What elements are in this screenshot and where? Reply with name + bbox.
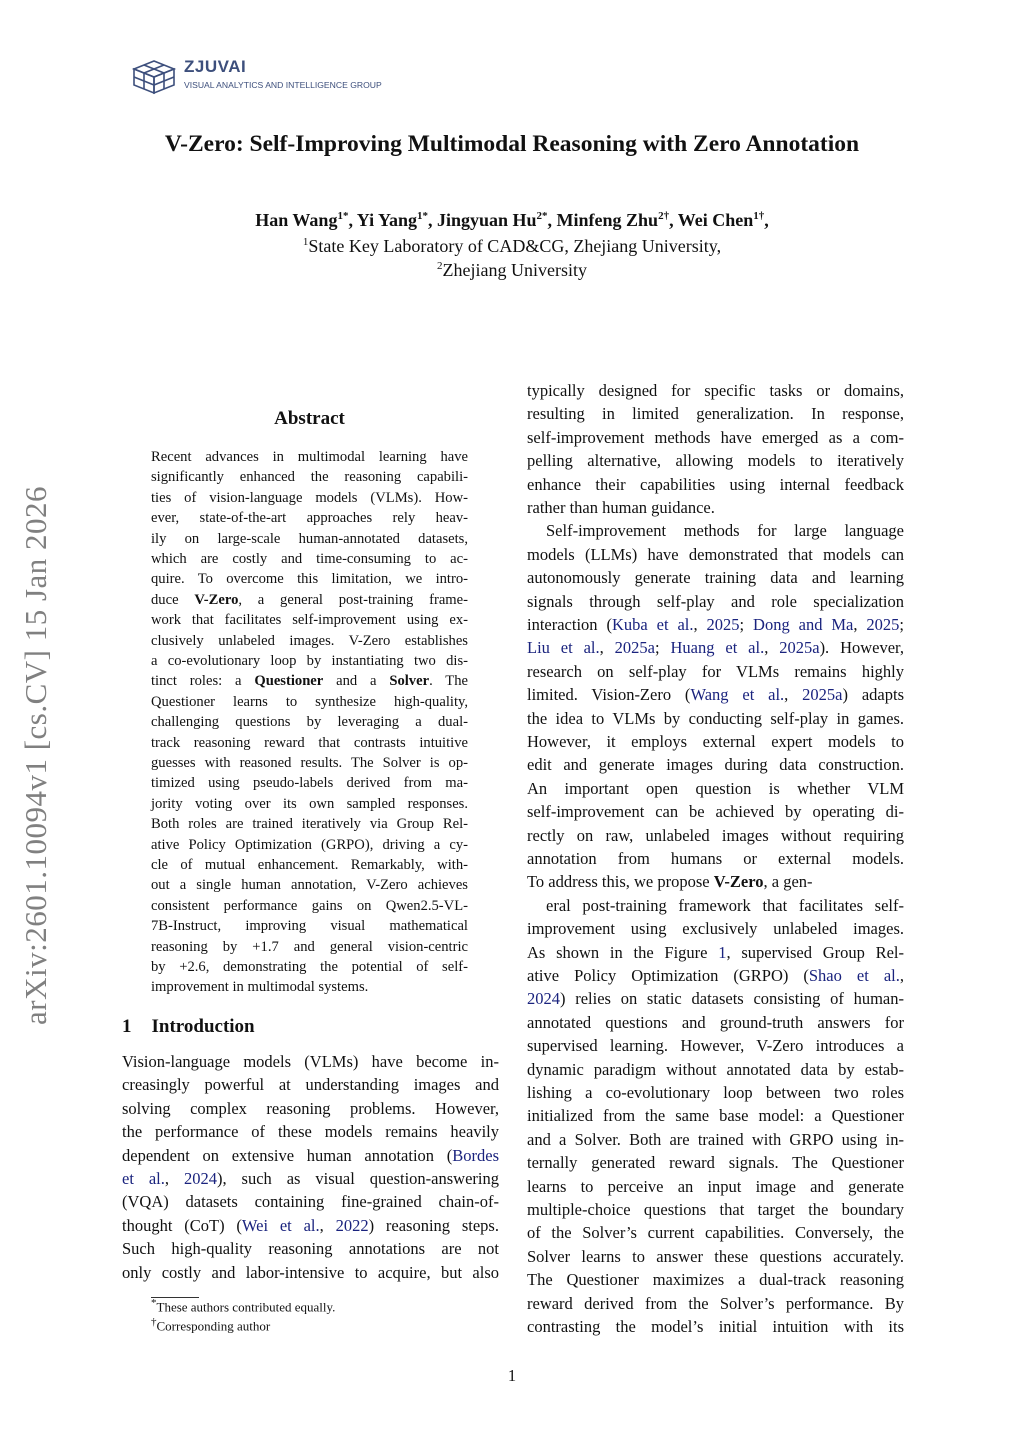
text-segment: pelling alternative, allowing models to iteratively <box>527 451 904 471</box>
text-segment: thought (CoT) ( <box>122 1215 242 1235</box>
text-segment: interaction ( <box>527 615 612 634</box>
text-segment: However, it employs external expert models to <box>527 732 904 751</box>
text-segment: challenging questions by leveraging a dual- <box>151 714 468 731</box>
citation-link[interactable]: Wang et al. <box>690 685 785 705</box>
text-line <box>151 794 468 814</box>
text-line <box>527 1198 904 1221</box>
text-segment: models (LLMs) have demonstrated that models can <box>527 544 904 564</box>
text-line <box>151 977 468 997</box>
text-line <box>151 467 468 487</box>
text-segment: out a single human annotation, V-Zero achieves <box>151 877 468 894</box>
text-segment: Solver learns to answer these questions accurately. <box>527 1246 904 1266</box>
text-line <box>527 1058 904 1081</box>
text-line <box>122 1073 499 1096</box>
text-segment: . The <box>429 673 468 690</box>
text-segment: self-improvement methods have emerged as a com- <box>527 427 904 447</box>
citation-link[interactable]: 2024 <box>527 989 560 1009</box>
text-segment: Vision-language models (VLMs) have become in- <box>122 1052 499 1071</box>
text-segment: the performance of these models remains heavily <box>122 1122 499 1142</box>
text-line <box>527 519 904 542</box>
text-segment: work that facilitates self-improvement using ex- <box>151 612 468 629</box>
text-line <box>151 529 468 549</box>
text-segment: (VQA) datasets containing fine-grained chain-of- <box>122 1192 499 1212</box>
text-line <box>151 773 468 793</box>
text-line <box>151 569 468 589</box>
text-line <box>527 543 904 566</box>
section-number: 1 <box>122 1016 132 1037</box>
text-line <box>151 549 468 569</box>
citation-link[interactable]: 2024 <box>183 1169 217 1188</box>
text-segment: ties of vision-language models (VLMs). How- <box>151 489 468 506</box>
text-segment: the idea to VLMs by conducting self-play in games. <box>527 708 904 728</box>
text-segment: ; <box>655 638 671 658</box>
citation-link[interactable]: 2025a <box>802 685 843 705</box>
text-segment: Recent advances in multimodal learning have <box>151 449 468 465</box>
text-segment: self-improvement can be achieved by operating di- <box>527 802 904 822</box>
arxiv-stamp: arXiv:2601.10094v1 [cs.CV] 15 Jan 2026 <box>18 485 53 1025</box>
citation-link[interactable]: 2025a <box>779 638 820 658</box>
text-segment: Questioner learns to synthesize high-quality, <box>151 693 468 710</box>
paper-title: V-Zero: Self-Improving Multimodal Reasoning with Zero Annotation <box>164 131 860 157</box>
text-segment: rectly on raw, unlabeled images without requiring <box>527 825 904 845</box>
text-line <box>527 800 904 823</box>
text-segment: duce <box>151 591 195 608</box>
text-line <box>122 1120 499 1143</box>
text-segment: eral post-training framework that facilitates self- <box>546 895 904 915</box>
text-line <box>122 1144 499 1167</box>
text-segment: Solver <box>389 673 430 690</box>
text-segment: , supervised Group Rel- <box>726 942 905 962</box>
text-segment: dynamic paradigm without annotated data by estab- <box>527 1059 904 1079</box>
citation-link[interactable]: 2025 <box>866 615 900 634</box>
text-segment: lishing a co-evolutionary loop between two roles <box>527 1083 904 1102</box>
text-line <box>527 730 904 753</box>
text-line <box>527 402 904 425</box>
text-line <box>151 753 468 773</box>
text-line <box>527 613 904 636</box>
text-line <box>151 855 468 875</box>
text-line <box>151 631 468 651</box>
text-segment: , <box>853 615 867 634</box>
text-line <box>527 1128 904 1151</box>
text-segment: , <box>764 638 780 658</box>
text-segment: ) adapts <box>842 685 904 705</box>
text-segment: clusively unlabeled images. V-Zero establishes <box>151 632 468 649</box>
author: Wei Chen$^{1\dagger}$, <box>677 210 769 230</box>
text-segment: a co-evolutionary loop by instantiating two dis- <box>151 653 468 669</box>
citation-link[interactable]: Dong and Ma <box>753 615 854 634</box>
text-segment: timized using pseudo-labels derived from ma- <box>151 775 468 792</box>
text-line <box>527 566 904 589</box>
text-segment: , <box>784 685 803 705</box>
abstract-heading: Abstract <box>274 408 345 429</box>
text-segment: An important open question is whether VLM <box>527 778 904 798</box>
text-segment: significantly enhanced the reasoning capabili- <box>151 469 468 486</box>
text-line <box>527 1268 904 1291</box>
text-line <box>527 590 904 613</box>
text-line <box>527 753 904 776</box>
text-segment: , <box>599 638 615 658</box>
logo-name: ZJUVAI <box>184 57 247 76</box>
text-segment: V-Zero <box>713 872 764 892</box>
text-segment: ative Policy Optimization (GRPO), driving a cy- <box>151 836 468 853</box>
text-line <box>151 651 468 671</box>
text-line <box>122 1214 499 1237</box>
text-segment: ), such as visual question-answering <box>216 1169 499 1188</box>
text-segment: ) relies on static datasets consisting of human- <box>560 989 904 1009</box>
text-line <box>527 1011 904 1034</box>
text-line <box>527 683 904 706</box>
text-segment: ). However, <box>819 638 905 658</box>
text-line <box>151 916 468 936</box>
text-line <box>122 1261 499 1284</box>
text-segment: typically designed for specific tasks or domains, <box>527 381 904 400</box>
text-line <box>527 1221 904 1244</box>
text-line <box>151 814 468 834</box>
citation-link[interactable]: 1 <box>718 942 727 962</box>
author-list <box>0 210 1024 231</box>
text-segment: The Questioner maximizes a dual-track reasoning <box>527 1270 904 1290</box>
section-heading <box>122 1016 255 1038</box>
text-segment: To address this, we propose <box>527 872 714 892</box>
text-line <box>527 1245 904 1268</box>
text-segment: and a <box>323 673 390 690</box>
text-segment: of the Solver’s current capabilities. Conversely, the <box>527 1223 904 1243</box>
section-title: Introduction <box>151 1016 255 1037</box>
citation-link[interactable]: Wei et al. <box>241 1215 320 1235</box>
author: Yi Yang$^{1*}$, <box>356 210 437 230</box>
text-line <box>527 987 904 1010</box>
text-line <box>527 824 904 847</box>
text-segment: , a gen- <box>763 872 813 892</box>
citation-link[interactable]: 2025a <box>614 638 655 658</box>
text-segment: rather than human guidance. <box>527 498 715 517</box>
text-segment: creasingly powerful at understanding images and <box>122 1075 499 1095</box>
text-segment: and a Solver. Both are trained with GRPO using in- <box>527 1129 904 1149</box>
text-segment: ternally generated reward signals. The Questioner <box>527 1153 904 1173</box>
text-line <box>151 692 468 712</box>
text-segment: ) reasoning steps. <box>368 1215 499 1235</box>
text-line <box>151 733 468 753</box>
text-segment: reward derived from the Solver’s performance. By <box>527 1293 904 1313</box>
text-segment: quire. To overcome this limitation, we intro- <box>151 571 468 588</box>
page-number: 1 <box>507 1366 517 1385</box>
text-segment: ; <box>899 615 905 634</box>
text-segment: guesses with reasoned results. The Solver is op- <box>151 755 468 771</box>
text-line <box>527 1315 904 1338</box>
text-line <box>527 1292 904 1315</box>
text-line <box>122 1050 499 1073</box>
text-segment: research on self-play for VLMs remains highly <box>527 661 904 681</box>
text-line <box>527 894 904 917</box>
citation-link[interactable]: Shao et al. <box>808 966 900 985</box>
text-line <box>527 870 904 893</box>
text-line <box>527 1081 904 1104</box>
citation-link[interactable]: 2022 <box>335 1215 369 1235</box>
text-line <box>151 590 468 610</box>
text-segment: solving complex reasoning problems. However, <box>122 1098 499 1118</box>
cube-logo-icon <box>128 55 180 95</box>
text-segment: As shown in the Figure <box>527 942 719 962</box>
text-segment: , a general post-training frame- <box>238 591 468 608</box>
text-line <box>151 957 468 977</box>
author: Minfeng Zhu$^{2\dagger}$, <box>556 210 678 230</box>
text-segment: , <box>319 1215 336 1235</box>
citation-link[interactable]: 2025 <box>706 615 740 634</box>
text-line <box>151 835 468 855</box>
text-segment: track reasoning reward that contrasts intuitive <box>151 734 468 751</box>
text-line <box>151 671 468 691</box>
text-line <box>527 379 904 402</box>
text-segment: improvement using exclusively unlabeled images. <box>527 919 904 939</box>
text-line <box>151 937 468 957</box>
text-line <box>122 1237 499 1260</box>
text-segment: multiple-choice questions that target the boundary <box>527 1200 904 1219</box>
author: Jingyuan $Hu^{2*}$, <box>436 210 557 230</box>
text-line <box>527 660 904 683</box>
text-segment: annotation from humans or external models. <box>527 849 904 868</box>
text-line <box>151 610 468 630</box>
text-line <box>527 1151 904 1174</box>
text-segment: dependent on extensive human annotation ( <box>122 1145 453 1165</box>
text-segment: Questioner <box>254 673 324 690</box>
text-segment: V-Zero <box>194 591 239 608</box>
text-line <box>527 917 904 940</box>
text-segment: 7B-Instruct, improving visual mathematical <box>151 918 468 935</box>
text-line <box>151 447 468 467</box>
affiliation-2: $^2$Zhejiang University <box>437 260 587 280</box>
text-line <box>122 1167 499 1190</box>
text-segment: Both roles are trained iteratively via Group Rel- <box>151 816 468 833</box>
text-segment: jority voting over its own sampled responses. <box>151 795 468 812</box>
citation-link[interactable]: Liu et al. <box>527 638 600 658</box>
text-line <box>151 875 468 895</box>
text-segment: limited. Vision-Zero ( <box>527 685 691 705</box>
text-segment: ever, state-of-the-art approaches rely heav- <box>151 510 468 527</box>
text-segment: Self-improvement methods for large language <box>546 521 904 541</box>
zjuvai-logo <box>128 55 428 97</box>
text-line <box>527 847 904 870</box>
text-segment: initialized from the same base model: a Questioner <box>527 1106 904 1126</box>
text-line <box>527 941 904 964</box>
text-line <box>527 496 904 519</box>
text-segment: ative Policy Optimization (GRPO) ( <box>527 966 809 985</box>
text-line <box>527 707 904 730</box>
text-segment: autonomously generate training data and learning <box>527 568 904 588</box>
text-segment: ily on large-scale human-annotated datasets, <box>151 530 468 547</box>
affiliation-1: $^1$State Key Laboratory of CAD&CG, Zhejiang University, <box>302 236 722 256</box>
text-line <box>527 449 904 472</box>
text-line <box>527 777 904 800</box>
text-line <box>527 1175 904 1198</box>
text-line <box>527 636 904 659</box>
text-line <box>151 896 468 916</box>
text-segment: tinct roles: a <box>151 673 255 690</box>
text-segment: improvement in multimodal systems. <box>151 979 369 996</box>
text-segment: supervised learning. However, V-Zero introduces a <box>527 1036 904 1056</box>
text-segment: annotated questions and ground-truth answers for <box>527 1012 904 1032</box>
text-line <box>527 426 904 449</box>
citation-link[interactable]: Bordes <box>452 1145 499 1165</box>
text-segment: , <box>899 966 904 985</box>
text-line <box>122 1190 499 1213</box>
text-line <box>527 964 904 987</box>
text-segment: reasoning by +1.7 and general vision-centric <box>151 938 468 955</box>
logo-subtitle: VISUAL ANALYTICS AND INTELLIGENCE GROUP <box>184 80 382 90</box>
text-line <box>151 712 468 732</box>
text-segment: learns to perceive an input image and generate <box>527 1176 904 1196</box>
text-segment: enhance their capabilities using internal feedback <box>527 474 904 494</box>
text-line <box>527 1034 904 1057</box>
citation-link[interactable]: Kuba et al. <box>611 615 694 634</box>
text-line <box>151 488 468 508</box>
text-segment: contrasting the model’s initial intuition with its <box>527 1317 904 1336</box>
text-segment: Such high-quality reasoning annotations are not <box>122 1239 499 1259</box>
citation-link[interactable]: et al. <box>122 1169 165 1188</box>
footnote-2: †Corresponding author <box>151 1316 271 1334</box>
text-segment: edit and generate images during data construction. <box>527 755 904 775</box>
citation-link[interactable]: Huang et al. <box>670 638 765 658</box>
text-segment: only costly and labor-intensive to acquire, but also <box>122 1262 499 1282</box>
text-segment: resulting in limited generalization. In response, <box>527 404 904 424</box>
footnote-1: *These authors contributed equally. <box>151 1297 336 1315</box>
text-segment: , <box>164 1169 184 1188</box>
text-segment: signals through self-play and role specialization <box>527 591 904 611</box>
text-segment: by +2.6, demonstrating the potential of self- <box>151 959 468 975</box>
text-line <box>527 1104 904 1127</box>
text-segment: ; <box>739 615 754 634</box>
text-segment: consistent performance gains on Qwen2.5-VL- <box>151 897 468 914</box>
text-line <box>151 508 468 528</box>
text-segment: cle of mutual enhancement. Remarkably, with- <box>151 857 468 873</box>
text-segment: , <box>693 615 707 634</box>
text-segment: which are costly and time-consuming to ac- <box>151 551 468 567</box>
text-line <box>122 1097 499 1120</box>
text-line <box>527 473 904 496</box>
author: Han Wang$^{1*}$, <box>255 210 357 230</box>
